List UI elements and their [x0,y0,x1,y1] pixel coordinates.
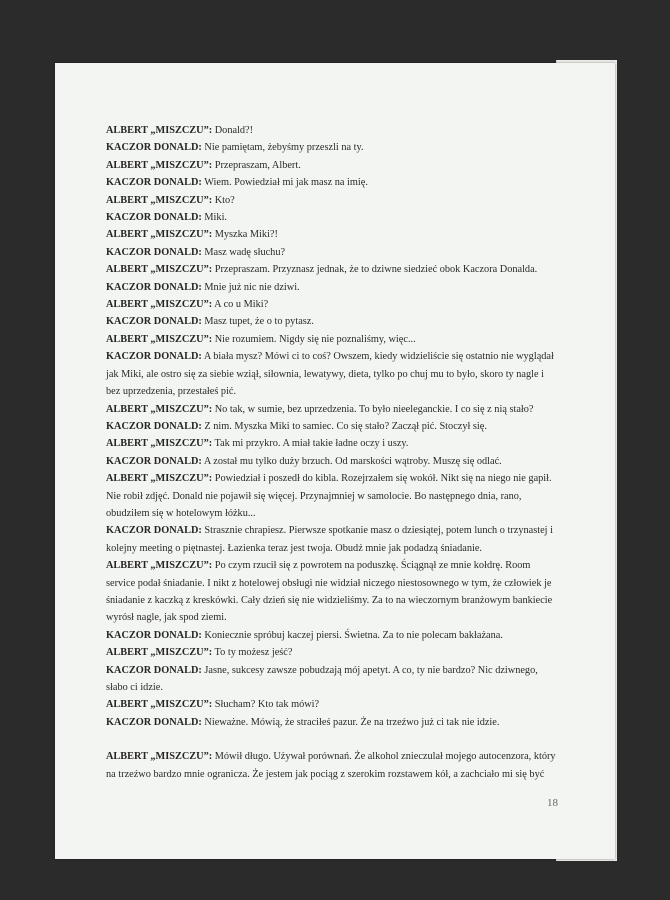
dialogue-line: Nieważne. Mówią, że straciłeś pazur. Że na trzeźwo już ci tak nie idzie. [201,716,500,728]
speaker-name: ALBERT „MISZCZU”: [106,299,213,311]
dialogue-paragraph [106,748,556,783]
speaker-name: KACZOR DONALD: [106,142,202,154]
dialogue-paragraph [106,226,556,243]
dialogue-paragraph [106,418,556,435]
dialogue-paragraph [106,331,556,348]
dialogue-paragraph [106,435,556,452]
dialogue-line: Koniecznie spróbuj kaczej piersi. Świetna. Za to nie polecam bakłażana. [201,629,503,641]
dialogue-line: Donald?! [212,125,254,136]
page-number: 18 [547,797,558,809]
dialogue-line: Strasznie chrapiesz. Pierwsze spotkanie masz o dziesiątej, potem lunch o trzynastej i kolejny meeting o piętnastej. Łazienka teraz jest twoja. Obudź mnie jak podadzą śniadanie. [106,525,553,554]
dialogue-paragraph [106,122,556,139]
dialogue-line: Nie rozumiem. Nigdy się nie poznaliśmy, więc... [212,333,416,345]
dialogue-line: No tak, w sumie, bez uprzedzenia. To było nieeleganckie. I co się z nią stało? [212,403,534,415]
speaker-name: ALBERT „MISZCZU”: [106,699,213,711]
dialogue-paragraph [106,696,556,713]
speaker-name: ALBERT „MISZCZU”: [106,333,213,345]
dialogue-paragraph [106,348,556,400]
speaker-name: ALBERT „MISZCZU”: [106,125,213,136]
dialogue-paragraph [106,296,556,313]
speaker-name: ALBERT „MISZCZU”: [106,229,213,241]
dialogue-line: Jasne, sukcesy zawsze pobudzają mój apetyt. A co, ty nie bardzo? Nic dziwnego, słabo ci idzie. [106,664,538,693]
dialogue-line: Po czym rzucił się z powrotem na poduszkę. Ściągnął ze mnie kołdrę. Room service podał śniadanie. I nikt z hotelowej obsługi nie widział niczego niestosownego w tym, że człowiek je śniadanie z kaczką z kreskówki. Cały dzień się nie widzieliśmy. Za to na wieczornym branżowym bankiecie wyrósł nagle, jak spod ziemi. [106,560,553,624]
speaker-name: KACZOR DONALD: [106,281,202,293]
dialogue-line: Mówił długo. Używał porównań. Że alkohol znieczulał mojego autocenzora, który na trzeźwo bardzo mnie ogranicza. Że jestem jak pociąg z szerokim rozstawem kół, a zachciało mi się być [106,751,556,780]
speaker-name: ALBERT „MISZCZU”: [106,473,213,485]
dialogue-line: Z nim. Myszka Miki to samiec. Co się stało? Zaczął pić. Stoczył się. [201,420,487,432]
speaker-name: KACZOR DONALD: [106,420,202,432]
speaker-name: KACZOR DONALD: [106,716,202,728]
speaker-name: KACZOR DONALD: [106,212,202,224]
dialogue-paragraph [106,139,556,156]
speaker-name: KACZOR DONALD: [106,525,202,537]
document-page [55,63,615,859]
dialogue-line: Przepraszam, Albert. [212,159,301,171]
dialogue-line: Masz wadę słuchu? [201,246,286,258]
dialogue-line: Wiem. Powiedział mi jak masz na imię. [201,177,368,189]
speaker-name: KACZOR DONALD: [106,629,202,641]
speaker-name: ALBERT „MISZCZU”: [106,751,213,763]
dialogue-paragraph [106,279,556,296]
dialogue-line: Nie pamiętam, żebyśmy przeszli na ty. [201,142,364,154]
dialogue-line: Myszka Miki?! [212,229,278,241]
dialogue-paragraph [106,401,556,418]
dialogue-line: To ty możesz jeść? [212,647,293,659]
speaker-name: ALBERT „MISZCZU”: [106,194,213,206]
speaker-name: ALBERT „MISZCZU”: [106,264,213,276]
dialogue-paragraph [106,174,556,191]
dialogue-line: Miki. [201,212,228,224]
dialogue-line: Kto? [212,194,235,206]
speaker-name: KACZOR DONALD: [106,455,202,467]
speaker-name: KACZOR DONALD: [106,246,202,258]
dialogue-paragraph [106,192,556,209]
dialogue-line: A biała mysz? Mówi ci to coś? Owszem, kiedy widzieliście się ostatnio nie wyglądał jak Miki, ale ostro się za siebie wziął, siłownia, lewatywy, dieta, tylko po chuj mu to było, skoro ty nagle i bez uprzedzenia, przestałeś pić. [106,351,554,398]
speaker-name: ALBERT „MISZCZU”: [106,560,213,572]
dialogue-paragraph [106,157,556,174]
speaker-name: ALBERT „MISZCZU”: [106,438,213,450]
dialogue-paragraph [106,261,556,278]
dialogue-line: Tak mi przykro. A miał takie ładne oczy i uszy. [212,438,409,450]
dialogue-paragraph [106,209,556,226]
dialogue-paragraph [106,313,556,330]
dialogue-line: A co u Miki? [212,299,269,311]
dialogue-line: A został mu tylko duży brzuch. Od marskości wątroby. Muszę się odlać. [201,455,502,467]
dialogue-paragraph [106,627,556,644]
speaker-name: ALBERT „MISZCZU”: [106,403,213,415]
speaker-name: KACZOR DONALD: [106,351,202,363]
speaker-name: ALBERT „MISZCZU”: [106,647,213,659]
dialogue-paragraph [106,714,556,731]
dialogue-text [106,122,556,783]
dialogue-paragraph [106,662,556,697]
dialogue-paragraph [106,470,556,522]
speaker-name: ALBERT „MISZCZU”: [106,159,213,171]
dialogue-paragraph [106,557,556,627]
dialogue-paragraph [106,244,556,261]
dialogue-paragraph [106,522,556,557]
dialogue-paragraph [106,453,556,470]
dialogue-paragraph [106,644,556,661]
speaker-name: KACZOR DONALD: [106,316,202,328]
dialogue-line: Masz tupet, że o to pytasz. [201,316,314,328]
dialogue-line: Mnie już nic nie dziwi. [201,281,300,293]
speaker-name: KACZOR DONALD: [106,177,202,189]
dialogue-line: Przepraszam. Przyznasz jednak, że to dziwne siedzieć obok Kaczora Donalda. [212,264,538,276]
speaker-name: KACZOR DONALD: [106,664,202,676]
dialogue-line: Powiedział i poszedł do kibla. Rozejrzałem się wokół. Nikt się na niego nie gapił. Nie robił zdjęć. Donald nie pojawił się więcej. Przynajmniej w samolocie. Bo następnego dnia, rano, obudziłem się w hotelowym łóżku... [106,473,552,519]
dialogue-line: Słucham? Kto tak mówi? [212,699,320,711]
